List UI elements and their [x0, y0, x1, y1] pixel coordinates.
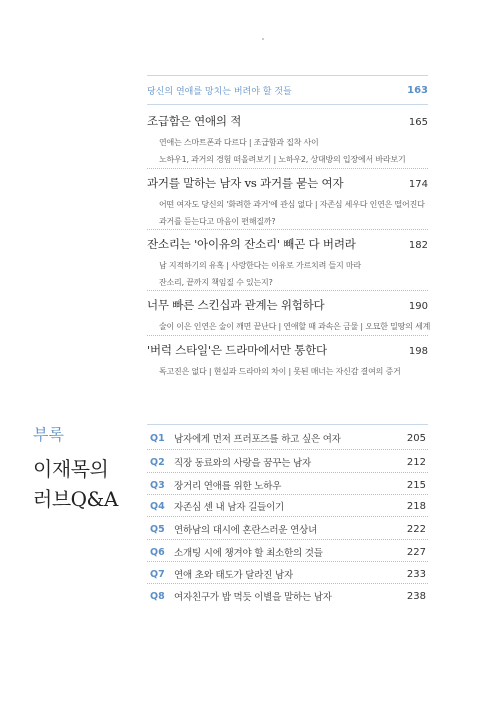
qa-question: 직장 동료와의 사랑을 꿈꾸는 남자	[174, 458, 311, 469]
qa-number: Q3	[150, 479, 165, 491]
qa-page-number: 238	[406, 590, 426, 602]
entry-subtopics: 술이 이은 인연은 술이 깨면 끝난다 | 연애할 때 과속은 금물 | 오묘한 밀땅의 세계	[159, 322, 431, 331]
part-header	[147, 75, 428, 105]
entry-subtopics: 과거를 듣는다고 마음이 편해질까?	[159, 217, 276, 226]
appendix-title-line: 러브Q&A	[33, 487, 118, 511]
toc-entry	[147, 236, 428, 291]
entry-title: 잔소리는 '아이유의 잔소리' 빼곤 다 버려라	[147, 237, 356, 251]
qa-item	[150, 545, 426, 559]
divider	[147, 494, 428, 495]
entry-subtopics: 독고진은 없다 | 현실과 드라마의 차이 | 못된 매너는 자신감 결여의 증거	[159, 367, 401, 376]
qa-question: 여자친구가 밥 먹듯 이별을 말하는 남자	[174, 592, 332, 603]
qa-item	[150, 499, 426, 513]
part-page-number: 163	[407, 84, 428, 96]
divider	[147, 516, 428, 517]
divider	[147, 229, 428, 230]
appendix-title-line: 이재목의	[33, 457, 109, 481]
entry-title: 너무 빠른 스킨십과 관계는 위험하다	[147, 298, 325, 312]
appendix-top-rule	[147, 424, 428, 425]
qa-number: Q8	[150, 590, 165, 602]
entry-title: '버럭 스타일'은 드라마에서만 통한다	[147, 343, 327, 357]
qa-question: 소개팅 시에 챙겨야 할 최소한의 것들	[174, 548, 323, 559]
divider	[147, 449, 428, 450]
divider	[147, 335, 428, 336]
qa-item	[150, 431, 426, 445]
qa-page-number: 222	[406, 523, 426, 535]
qa-item	[150, 522, 426, 536]
qa-item	[150, 567, 426, 581]
qa-item	[150, 455, 426, 469]
qa-page-number: 205	[406, 432, 426, 444]
entry-page-number: 165	[408, 117, 428, 128]
qa-page-number: 227	[406, 546, 426, 558]
qa-number: Q7	[150, 568, 165, 580]
entry-title: 과거를 말하는 남자 vs 과거를 묻는 여자	[147, 176, 344, 190]
entry-page-number: 198	[408, 346, 428, 357]
qa-question: 장거리 연애를 위한 노하우	[174, 481, 282, 492]
toc-entry	[147, 113, 428, 168]
entry-subtopics: 연애는 스마트폰과 다르다 | 조급함과 집착 사이	[159, 138, 319, 147]
divider	[147, 168, 428, 169]
qa-question: 남자에게 먼저 프러포즈를 하고 싶은 여자	[174, 434, 341, 445]
toc-entry	[147, 342, 428, 380]
entry-page-number: 182	[408, 240, 428, 251]
entry-subtopics: 어떤 여자도 당신의 '화려한 과거'에 관심 없다 | 자존심 세우다 인연은 떨어진다	[159, 200, 425, 209]
qa-page-number: 233	[406, 568, 426, 580]
qa-number: Q1	[150, 432, 165, 444]
qa-question: 자존심 센 내 남자 길들이기	[174, 502, 285, 513]
toc-entry	[147, 175, 428, 230]
page-mark	[262, 38, 264, 40]
qa-item	[150, 478, 426, 492]
qa-page-number: 215	[406, 479, 426, 491]
entry-subtopics: 잔소리, 끝까지 책임질 수 있는지?	[159, 278, 273, 287]
divider	[147, 583, 428, 584]
entry-page-number: 174	[408, 179, 428, 190]
entry-page-number: 190	[408, 301, 428, 312]
qa-number: Q2	[150, 456, 165, 468]
part-title: 당신의 연애를 망치는 버려야 할 것들	[147, 86, 292, 97]
appendix-title	[33, 454, 118, 514]
qa-question: 연애 초와 태도가 달라진 남자	[174, 570, 294, 581]
appendix-label: 부록	[33, 425, 64, 444]
divider	[147, 290, 428, 291]
qa-page-number: 212	[406, 456, 426, 468]
toc-entry	[147, 297, 431, 335]
divider	[147, 472, 428, 473]
entry-subtopics: 노하우1, 과거의 경험 떠올려보기 | 노하우2, 상대방의 입장에서 바라보기	[159, 155, 406, 164]
qa-question: 연하남의 대시에 혼란스러운 연상녀	[174, 525, 318, 536]
qa-item	[150, 589, 426, 603]
entry-title: 조급함은 연애의 적	[147, 114, 242, 128]
divider	[147, 561, 428, 562]
qa-number: Q6	[150, 546, 165, 558]
qa-number: Q4	[150, 500, 165, 512]
divider	[147, 539, 428, 540]
entry-subtopics: 남 지적하기의 유혹 | 사랑한다는 이유로 가르치려 들지 마라	[159, 261, 361, 270]
qa-number: Q5	[150, 523, 165, 535]
qa-page-number: 218	[406, 500, 426, 512]
